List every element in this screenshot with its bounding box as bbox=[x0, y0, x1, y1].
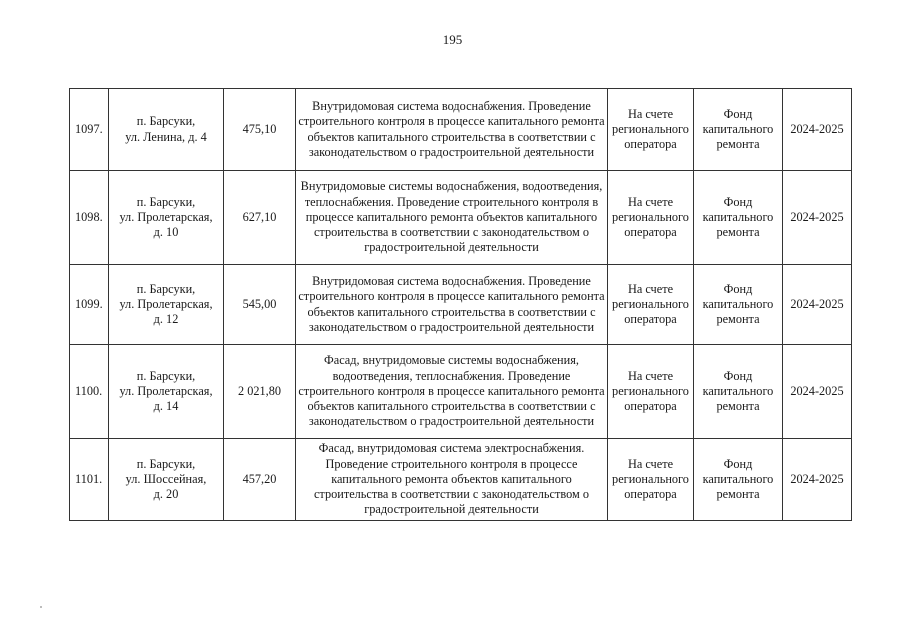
address-line: ул. Пролетарская, bbox=[119, 296, 213, 311]
address-line: п. Барсуки, bbox=[136, 368, 196, 383]
row-number: 1097. bbox=[70, 89, 109, 171]
works-table bbox=[69, 88, 852, 521]
fund-cell: Фонд капитального ремонта bbox=[694, 439, 783, 521]
table-row bbox=[70, 439, 852, 521]
fund-cell: Фонд капитального ремонта bbox=[694, 89, 783, 171]
description-cell: Внутридомовая система водоснабжения. Проведение строительного контроля в процессе капитального ремонта объектов капитального строительства в соответствии с законодательством о градостроительной деятельности bbox=[296, 89, 608, 171]
table-row bbox=[70, 265, 852, 345]
account-cell: На счете регионального оператора bbox=[608, 439, 694, 521]
description-cell: Внутридомовые системы водоснабжения, водоотведения, теплоснабжения. Проведение строительного контроля в процессе капитального ремонта объектов капитального строительства в соответствии с законодательством о градостроительной деятельности bbox=[296, 171, 608, 265]
address-line: п. Барсуки, bbox=[136, 456, 196, 471]
address-line: д. 10 bbox=[153, 225, 179, 240]
table-row bbox=[70, 345, 852, 439]
area-cell: 545,00 bbox=[224, 265, 296, 345]
address-line: п. Барсуки, bbox=[136, 114, 196, 129]
address-cell bbox=[109, 345, 224, 439]
address-line: п. Барсуки, bbox=[136, 194, 196, 209]
area-cell: 2 021,80 bbox=[224, 345, 296, 439]
area-cell: 475,10 bbox=[224, 89, 296, 171]
description-cell: Фасад, внутридомовая система электроснабжения. Проведение строительного контроля в процессе капитального ремонта объектов капитального строительства в соответствии с законодательством о градостроительной деятельности bbox=[296, 439, 608, 521]
account-cell: На счете регионального оператора bbox=[608, 345, 694, 439]
scan-speck bbox=[40, 606, 42, 608]
fund-cell: Фонд капитального ремонта bbox=[694, 345, 783, 439]
period-cell: 2024-2025 bbox=[783, 171, 852, 265]
fund-cell: Фонд капитального ремонта bbox=[694, 171, 783, 265]
account-cell: На счете регионального оператора bbox=[608, 89, 694, 171]
area-cell: 457,20 bbox=[224, 439, 296, 521]
address-line: д. 20 bbox=[153, 487, 179, 502]
period-cell: 2024-2025 bbox=[783, 345, 852, 439]
row-number: 1100. bbox=[70, 345, 109, 439]
address-line: д. 12 bbox=[153, 312, 179, 327]
address-line: ул. Шоссейная, bbox=[125, 471, 207, 486]
row-number: 1099. bbox=[70, 265, 109, 345]
address-cell bbox=[109, 89, 224, 171]
page-number: 195 bbox=[442, 32, 463, 47]
row-number: 1098. bbox=[70, 171, 109, 265]
table-row bbox=[70, 171, 852, 265]
row-number: 1101. bbox=[70, 439, 109, 521]
fund-cell: Фонд капитального ремонта bbox=[694, 265, 783, 345]
address-line: д. 14 bbox=[153, 399, 179, 414]
area-cell: 627,10 bbox=[224, 171, 296, 265]
account-cell: На счете регионального оператора bbox=[608, 265, 694, 345]
address-line: ул. Ленина, д. 4 bbox=[125, 129, 207, 144]
address-line: ул. Пролетарская, bbox=[119, 383, 213, 398]
address-line: ул. Пролетарская, bbox=[119, 209, 213, 224]
table-row bbox=[70, 89, 852, 171]
period-cell: 2024-2025 bbox=[783, 89, 852, 171]
address-line: п. Барсуки, bbox=[136, 281, 196, 296]
description-cell: Фасад, внутридомовые системы водоснабжения, водоотведения, теплоснабжения. Проведение строительного контроля в процессе капитального ремонта объектов капитального строительства в соответствии с законодательством о градостроительной деятельности bbox=[296, 345, 608, 439]
period-cell: 2024-2025 bbox=[783, 265, 852, 345]
address-cell bbox=[109, 439, 224, 521]
description-cell: Внутридомовая система водоснабжения. Проведение строительного контроля в процессе капитального ремонта объектов капитального строительства в соответствии с законодательством о градостроительной деятельности bbox=[296, 265, 608, 345]
account-cell: На счете регионального оператора bbox=[608, 171, 694, 265]
address-cell bbox=[109, 265, 224, 345]
address-cell bbox=[109, 171, 224, 265]
period-cell: 2024-2025 bbox=[783, 439, 852, 521]
